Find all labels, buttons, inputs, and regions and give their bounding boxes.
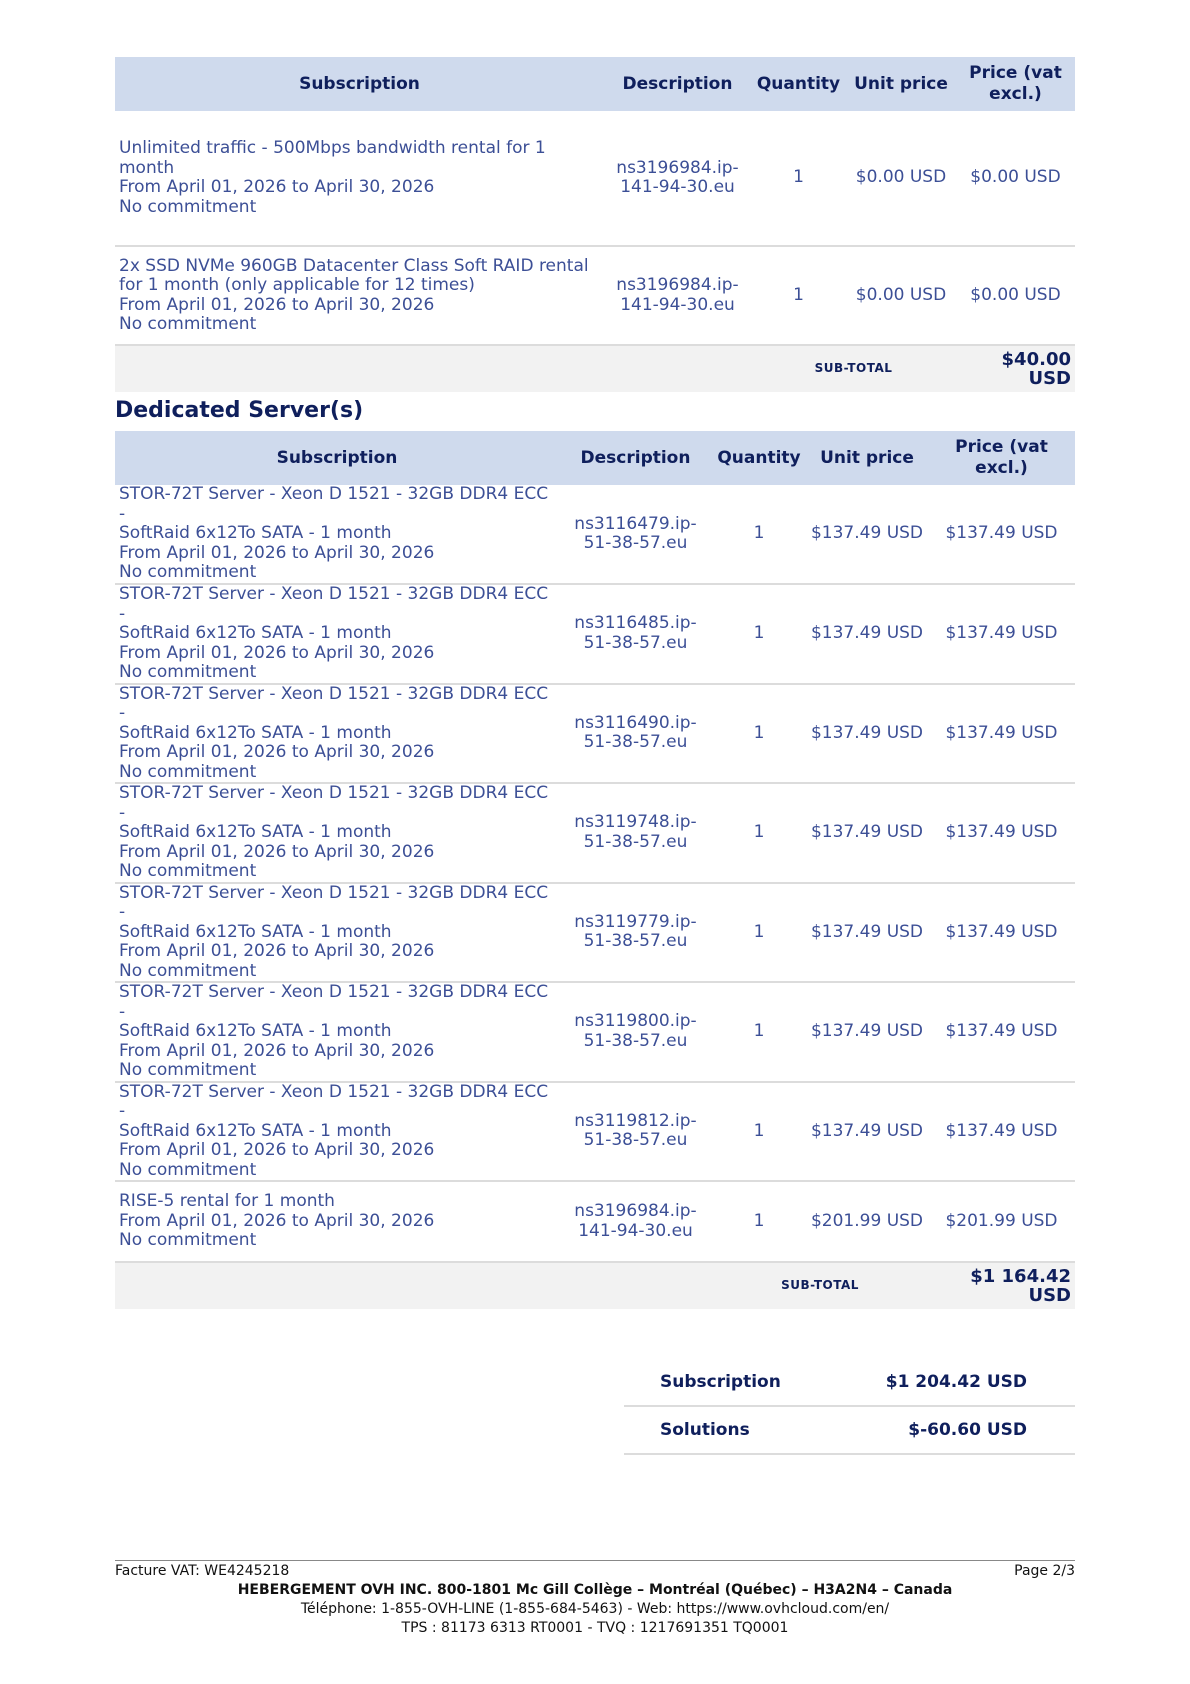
table-row xyxy=(115,1082,1075,1182)
total-label: Subscription xyxy=(624,1358,849,1406)
col-unit-price: Unit price xyxy=(806,431,928,485)
table-row xyxy=(115,485,1075,584)
subscription-cell: STOR-72T Server - Xeon D 1521 - 32GB DDR4 ECC - SoftRaid 6x12To SATA - 1 month From April 01, 2026 to April 30, 2026 No commitment xyxy=(115,584,559,684)
price-cell: $137.49 USD xyxy=(928,684,1075,784)
price-cell: $137.49 USD xyxy=(928,783,1075,883)
total-value: $-60.60 USD xyxy=(849,1406,1075,1454)
subscription-cell: STOR-72T Server - Xeon D 1521 - 32GB DDR4 ECC - SoftRaid 6x12To SATA - 1 month From April 01, 2026 to April 30, 2026 No commitment xyxy=(115,783,559,883)
subscription-cell: 2x SSD NVMe 960GB Datacenter Class Soft RAID rental for 1 month (only applicable for 12 times) From April 01, 2026 to April 30, 2026 No commitment xyxy=(115,246,604,345)
col-quantity: Quantity xyxy=(712,431,806,485)
subtotal-value: $1 164.42 USD xyxy=(928,1262,1075,1309)
subscription-cell: STOR-72T Server - Xeon D 1521 - 32GB DDR4 ECC - SoftRaid 6x12To SATA - 1 month From April 01, 2026 to April 30, 2026 No commitment xyxy=(115,1082,559,1182)
col-description: Description xyxy=(604,57,751,111)
description-cell: ns3119779.ip- 51-38-57.eu xyxy=(559,883,712,983)
unit-price-cell: $0.00 USD xyxy=(846,111,956,246)
table-row xyxy=(115,246,1075,345)
description-cell: ns3116479.ip- 51-38-57.eu xyxy=(559,485,712,584)
description-cell: ns3119812.ip- 51-38-57.eu xyxy=(559,1082,712,1182)
subscription-cell: STOR-72T Server - Xeon D 1521 - 32GB DDR4 ECC - SoftRaid 6x12To SATA - 1 month From April 01, 2026 to April 30, 2026 No commitment xyxy=(115,982,559,1082)
subscription-cell: Unlimited traffic - 500Mbps bandwidth rental for 1 month From April 01, 2026 to April 30, 2026 No commitment xyxy=(115,111,604,246)
quantity-cell: 1 xyxy=(751,111,846,246)
quantity-cell: 1 xyxy=(712,584,806,684)
table-row xyxy=(115,783,1075,883)
subscription-cell: STOR-72T Server - Xeon D 1521 - 32GB DDR4 ECC - SoftRaid 6x12To SATA - 1 month From April 01, 2026 to April 30, 2026 No commitment xyxy=(115,485,559,584)
subscription-cell: RISE-5 rental for 1 month From April 01, 2026 to April 30, 2026 No commitment xyxy=(115,1181,559,1262)
unit-price-cell: $0.00 USD xyxy=(846,246,956,345)
quantity-cell: 1 xyxy=(712,485,806,584)
totals-row xyxy=(624,1358,1075,1406)
quantity-cell: 1 xyxy=(751,246,846,345)
price-cell: $137.49 USD xyxy=(928,485,1075,584)
company-address: HEBERGEMENT OVH INC. 800-1801 Mc Gill Collège – Montréal (Québec) – H3A2N4 – Canada xyxy=(237,1582,953,1598)
subtotal-value: $40.00 USD xyxy=(956,345,1075,392)
description-cell: ns3116485.ip- 51-38-57.eu xyxy=(559,584,712,684)
price-cell: $201.99 USD xyxy=(928,1181,1075,1262)
col-subscription: Subscription xyxy=(115,57,604,111)
price-cell: $137.49 USD xyxy=(928,1082,1075,1182)
tax-ids: TPS : 81173 6313 RT0001 - TVQ : 1217691351 TQ0001 xyxy=(401,1620,789,1636)
unit-price-cell: $137.49 USD xyxy=(806,783,928,883)
totals-row xyxy=(624,1406,1075,1454)
description-cell: ns3119748.ip- 51-38-57.eu xyxy=(559,783,712,883)
total-value: $1 204.42 USD xyxy=(849,1358,1075,1406)
table-row xyxy=(115,684,1075,784)
unit-price-cell: $137.49 USD xyxy=(806,485,928,584)
table-row xyxy=(115,584,1075,684)
description-cell: ns3116490.ip- 51-38-57.eu xyxy=(559,684,712,784)
table-header xyxy=(115,57,1075,111)
table-row xyxy=(115,883,1075,983)
price-cell: $137.49 USD xyxy=(928,982,1075,1082)
description-cell: ns3196984.ip- 141-94-30.eu xyxy=(604,246,751,345)
company-contact: Téléphone: 1-855-OVH-LINE (1-855-684-5463) - Web: https://www.ovhcloud.com/en/ xyxy=(300,1601,890,1617)
description-cell: ns3119800.ip- 51-38-57.eu xyxy=(559,982,712,1082)
table-row xyxy=(115,982,1075,1082)
col-quantity: Quantity xyxy=(751,57,846,111)
page-number: Page 2/3 xyxy=(1014,1563,1075,1579)
subtotal-label: SUB-TOTAL xyxy=(751,345,956,392)
dedicated-servers-table xyxy=(115,431,1075,1309)
col-price: Price (vat excl.) xyxy=(956,57,1075,111)
price-cell: $0.00 USD xyxy=(956,246,1075,345)
table-row xyxy=(115,111,1075,246)
col-subscription: Subscription xyxy=(115,431,559,485)
price-cell: $0.00 USD xyxy=(956,111,1075,246)
quantity-cell: 1 xyxy=(712,783,806,883)
col-price: Price (vat excl.) xyxy=(928,431,1075,485)
quantity-cell: 1 xyxy=(712,883,806,983)
unit-price-cell: $201.99 USD xyxy=(806,1181,928,1262)
quantity-cell: 1 xyxy=(712,1082,806,1182)
unit-price-cell: $137.49 USD xyxy=(806,982,928,1082)
invoice-number: Facture VAT: WE4245218 xyxy=(115,1563,290,1579)
unit-price-cell: $137.49 USD xyxy=(806,584,928,684)
footer-divider xyxy=(115,1560,1075,1561)
subtotal-row xyxy=(115,345,1075,392)
section-title: Dedicated Server(s) xyxy=(115,398,364,423)
quantity-cell: 1 xyxy=(712,982,806,1082)
subscription-table xyxy=(115,57,1075,392)
unit-price-cell: $137.49 USD xyxy=(806,1082,928,1182)
description-cell: ns3196984.ip- 141-94-30.eu xyxy=(559,1181,712,1262)
quantity-cell: 1 xyxy=(712,1181,806,1262)
unit-price-cell: $137.49 USD xyxy=(806,684,928,784)
col-unit-price: Unit price xyxy=(846,57,956,111)
subscription-cell: STOR-72T Server - Xeon D 1521 - 32GB DDR4 ECC - SoftRaid 6x12To SATA - 1 month From April 01, 2026 to April 30, 2026 No commitment xyxy=(115,883,559,983)
table-header xyxy=(115,431,1075,485)
subtotal-label: SUB-TOTAL xyxy=(712,1262,928,1309)
price-cell: $137.49 USD xyxy=(928,883,1075,983)
quantity-cell: 1 xyxy=(712,684,806,784)
price-cell: $137.49 USD xyxy=(928,584,1075,684)
subscription-cell: STOR-72T Server - Xeon D 1521 - 32GB DDR4 ECC - SoftRaid 6x12To SATA - 1 month From April 01, 2026 to April 30, 2026 No commitment xyxy=(115,684,559,784)
description-cell: ns3196984.ip- 141-94-30.eu xyxy=(604,111,751,246)
total-label: Solutions xyxy=(624,1406,849,1454)
subtotal-row xyxy=(115,1262,1075,1309)
totals-table xyxy=(624,1358,1075,1455)
table-row xyxy=(115,1181,1075,1262)
col-description: Description xyxy=(559,431,712,485)
unit-price-cell: $137.49 USD xyxy=(806,883,928,983)
